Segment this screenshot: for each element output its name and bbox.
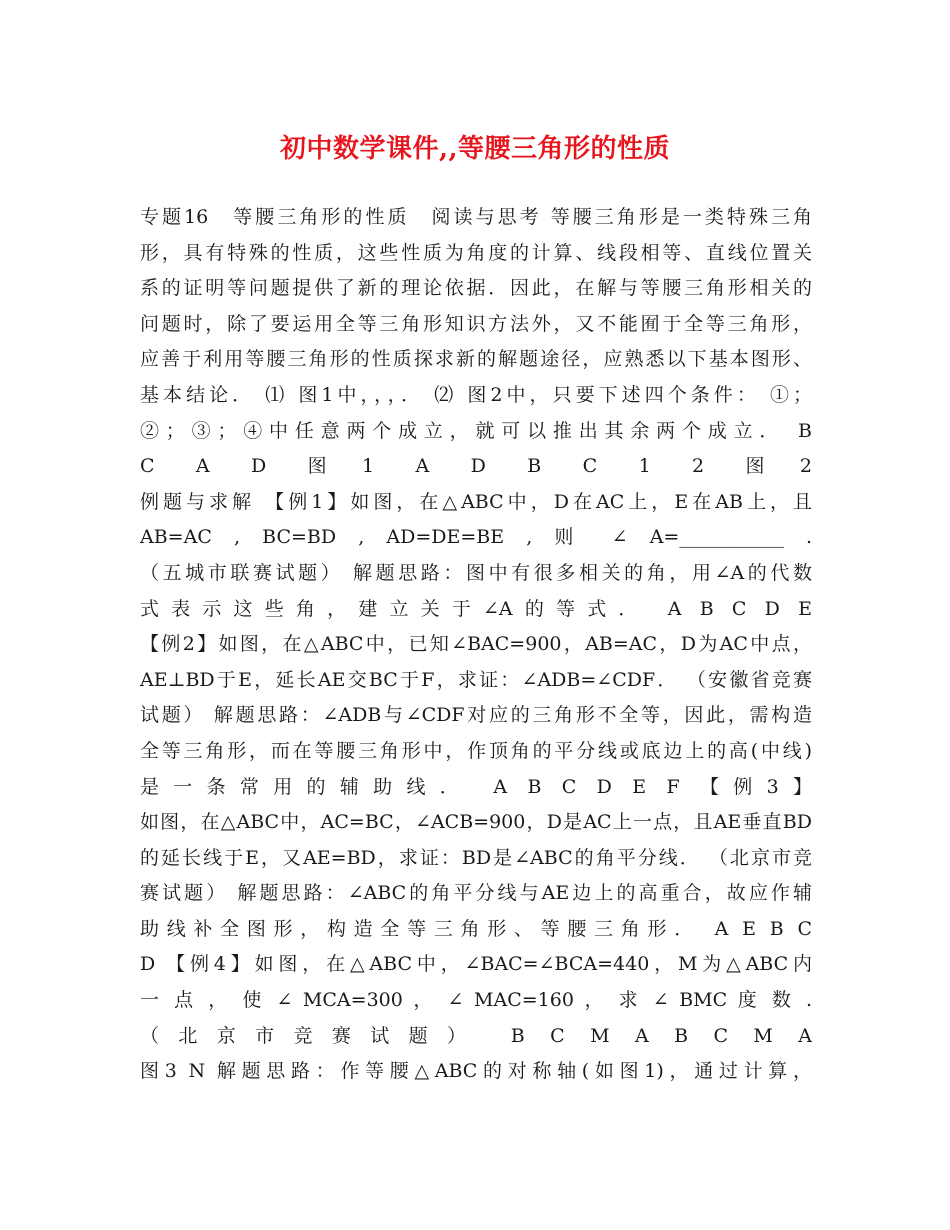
text-line: 的延长线于E，又AE=BD，求证：BD是∠ABC的角平分线． （北京市竞 — [140, 846, 812, 869]
text-line: D 【例4】如图，在△ABC中，∠BAC=∠BCA=440，M为△ABC内 — [140, 953, 812, 976]
text-line: 【例2】如图，在△ABC中，已知∠BAC=900，AB=AC，D为AC中点， — [140, 633, 812, 656]
text-line: 试题） 解题思路：∠ADB与∠CDF对应的三角形不全等，因此，需构造 — [140, 704, 812, 727]
document-body — [140, 200, 812, 1090]
text-line: 助线补全图形，构造全等三角形、等腰三角形． A E B C — [140, 917, 812, 940]
text-line: 是一条常用的辅助线． A B C D E F 【例3】 — [140, 775, 812, 798]
text-line: 应善于利用等腰三角形的性质探求新的解题途径，应熟悉以下基本图形、 — [140, 348, 812, 371]
text-line: 基本结论． ⑴ 图1中，，，． ⑵ 图2中，只要下述四个条件： ①； — [140, 383, 812, 406]
text-line: 全等三角形，而在等腰三角形中，作顶角的平分线或底边上的高(中线) — [140, 739, 812, 762]
text-line: ②；③；④中任意两个成立，就可以推出其余两个成立． B — [140, 419, 812, 442]
text-line: AE⊥BD于E，延长AE交BC于F，求证：∠ADB=∠CDF． （安徽省竞赛 — [140, 668, 812, 691]
text-line: AB=AC , BC=BD , AD=DE=BE , 则 ∠ A=___________ . — [140, 526, 812, 549]
text-line: 一 点 ， 使 ∠ MCA=300 ， ∠ MAC=160 ， 求 ∠ BMC 度 数 . — [140, 989, 812, 1012]
text-line: 例题与求解 【例1】如图，在△ABC中，D在AC上，E在AB上，且 — [140, 490, 812, 513]
text-line: 问题时，除了要运用全等三角形知识方法外，又不能囿于全等三角形， — [140, 312, 812, 335]
text-line: 赛试题） 解题思路：∠ABC的角平分线与AE边上的高重合，故应作辅 — [140, 882, 812, 905]
text-line: （北京市竞赛试题） B C M A B C M A — [140, 1024, 812, 1047]
text-line: 图3 N 解题思路：作等腰△ABC的对称轴(如图1)，通过计算， — [140, 1060, 812, 1083]
text-line: C A D 图1 A D B C 1 2 图2 — [140, 455, 812, 478]
text-line: （五城市联赛试题） 解题思路：图中有很多相关的角，用∠A的代数 — [140, 561, 812, 584]
document-title: 初中数学课件,,等腰三角形的性质 — [279, 134, 671, 164]
text-line: 系的证明等问题提供了新的理论依据．因此，在解与等腰三角形相关的 — [140, 277, 812, 300]
text-line: 专题16 等腰三角形的性质 阅读与思考 等腰三角形是一类特殊三角 — [140, 206, 812, 228]
text-line: 如图，在△ABC中，AC=BC，∠ACB=900，D是AC上一点，且AE垂直BD — [140, 811, 812, 834]
text-line: 形，具有特殊的性质，这些性质为角度的计算、线段相等、直线位置关 — [140, 241, 812, 264]
text-line: 式表示这些角，建立关于∠A的等式． A B C D E — [140, 597, 812, 620]
